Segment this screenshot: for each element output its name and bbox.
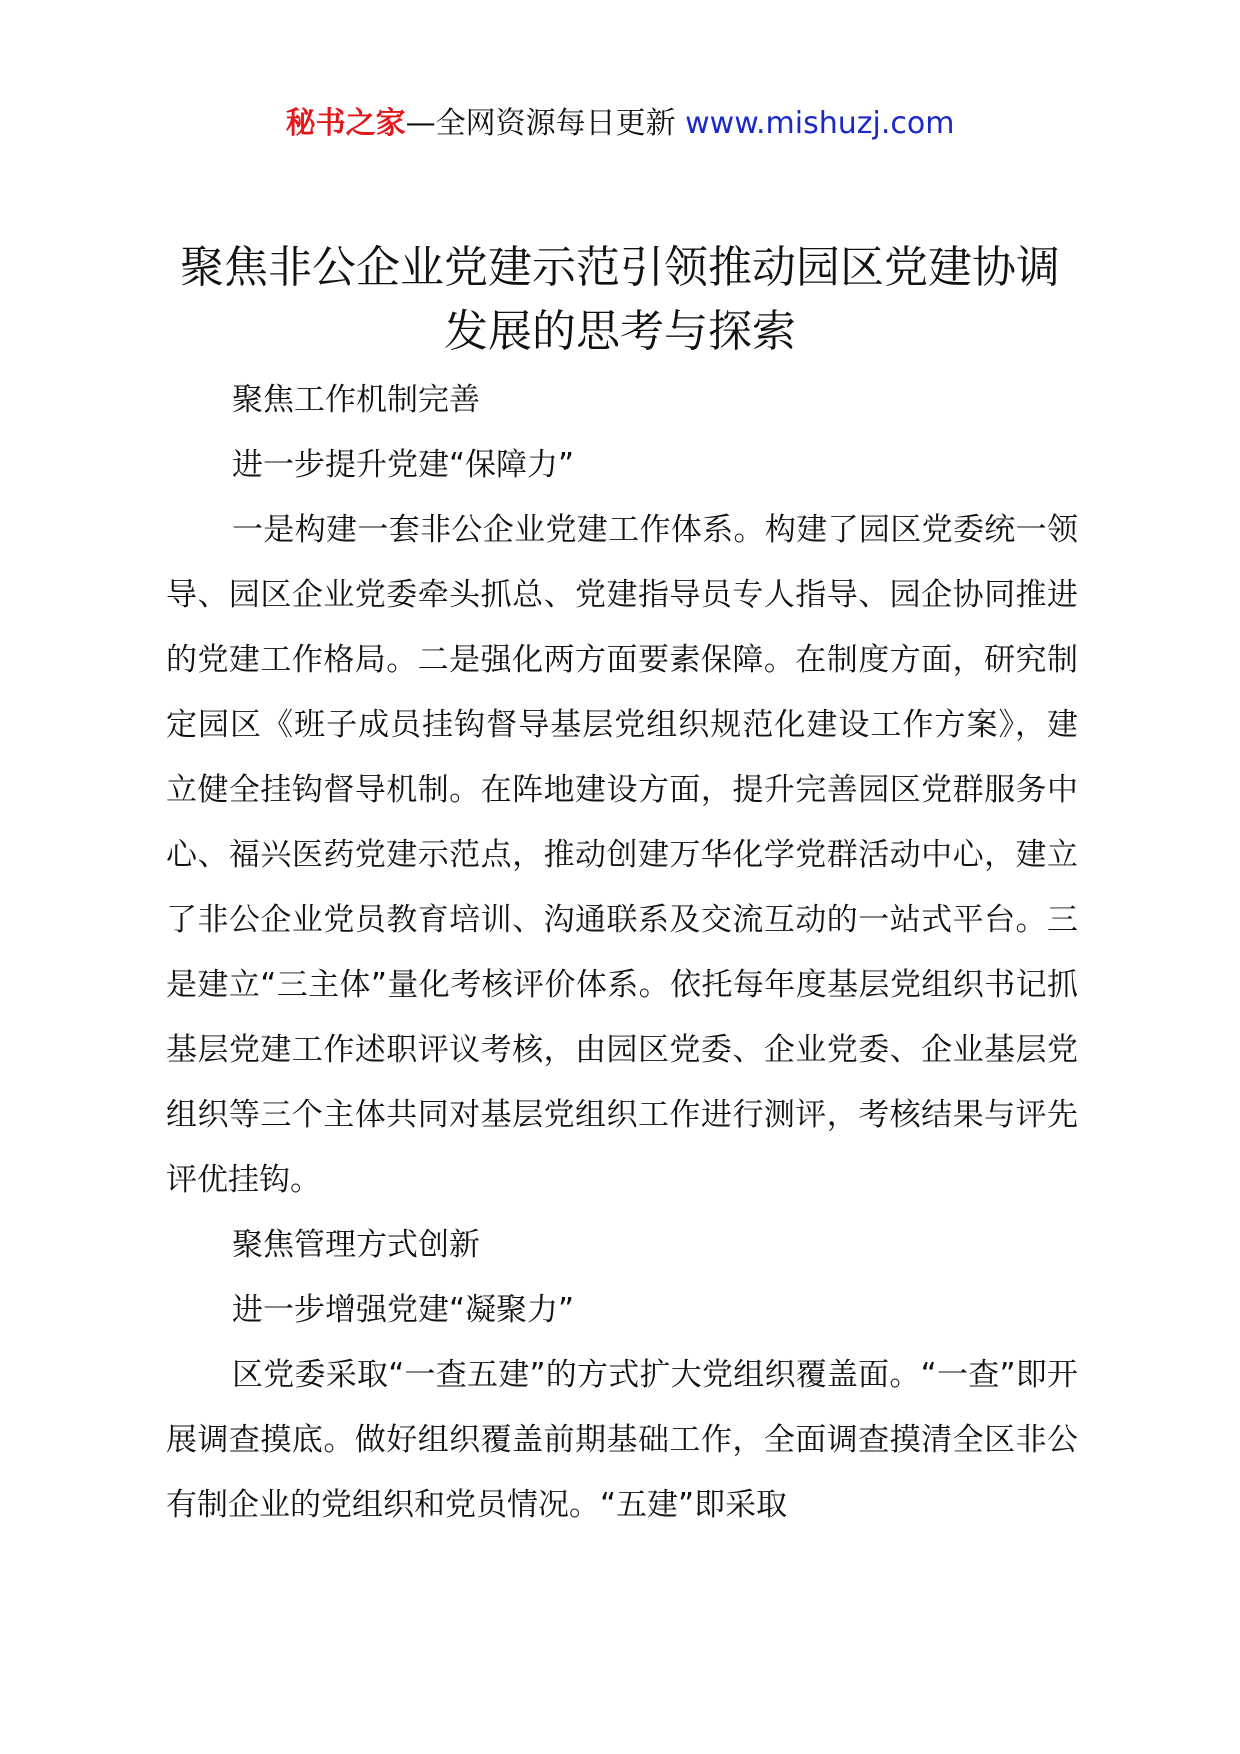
- banner-tagline: —全网资源每日更新: [405, 106, 686, 141]
- section-heading: 聚焦工作机制完善: [232, 382, 480, 418]
- brand-name: 秘书之家: [285, 106, 406, 141]
- body-paragraph: 一是构建一套非公企业党建工作体系。构建了园区党委统一领导、园区企业党委牵头抓总、党建指导员专人指导、园企协同推进的党建工作格局。二是强化两方面要素保障。在制度方面，研究制定园区《班子成员挂钩督导基层党组织规范化建设工作方案》，建立健全挂钩督导机制。在阵地建设方面，提升完善园区党群服务中心、福兴医药党建示范点，推动创建万华化学党群活动中心，建立了非公企业党员教育培训、沟通联系及交流互动的一站式平台。三是建立“三主体”量化考核评价体系。依托每年度基层党组织书记抓基层党建工作述职评议考核，由园区党委、企业党委、企业基层党组织等三个主体共同对基层党组织工作进行测评，考核结果与评先评优挂钩。: [166, 512, 1078, 1198]
- document-title: 聚焦非公企业党建示范引领推动园区党建协调发展的思考与探索: [180, 242, 1060, 357]
- section-subheading: 进一步提升党建“保障力”: [232, 447, 575, 483]
- body-paragraph: 区党委采取“一查五建”的方式扩大党组织覆盖面。“一查”即开展调查摸底。做好组织覆盖前期基础工作，全面调查摸清全区非公有制企业的党组织和党员情况。“五建”即采取: [166, 1357, 1078, 1523]
- banner-url: www.mishuzj.com: [685, 106, 955, 141]
- document-body: [166, 368, 1078, 1538]
- section-heading: 聚焦管理方式创新: [232, 1227, 480, 1263]
- site-banner: [0, 100, 1240, 148]
- section-subheading: 进一步增强党建“凝聚力”: [232, 1292, 575, 1328]
